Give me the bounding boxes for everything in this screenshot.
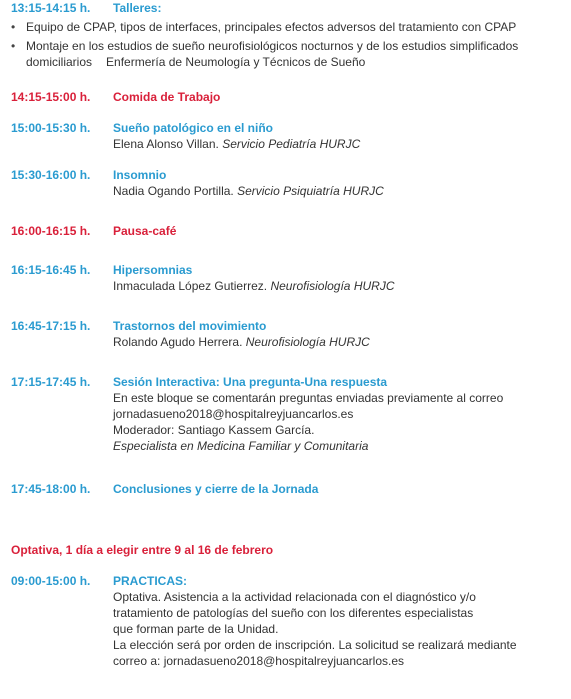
insomnia-time: 15:30-16:00 h. <box>11 168 91 182</box>
workshop-bullet-1-text: Equipo de CPAP, tipos de interfaces, principales efectos adversos del tratamiento con CPAP <box>26 20 517 34</box>
coffee-time: 16:00-16:15 h. <box>11 224 91 238</box>
lunch-title: Comida de Trabajo <box>113 90 221 104</box>
hyper-title: Hipersomnias <box>113 263 193 277</box>
child-block <box>11 120 565 152</box>
child-speaker: Elena Alonso Villan. <box>113 137 219 151</box>
workshop-bullet-2-continuation: domiciliarios <box>26 55 93 69</box>
hyper-speaker: Inmaculada López Gutierrez. <box>113 279 268 293</box>
coffee-title: Pausa-café <box>113 224 177 238</box>
practicas-line-4: La elección será por orden de inscripción. La solicitud se realizará mediante <box>113 638 517 652</box>
closing-time: 17:45-18:00 h. <box>11 482 91 496</box>
practicas-time: 09:00-15:00 h. <box>11 574 91 588</box>
interactive-moderator: Moderador: Santiago Kassem García. <box>113 423 315 437</box>
optional-heading: Optativa, 1 día a elegir entre 9 al 16 de febrero <box>11 543 274 557</box>
practicas-line-5: correo a: jornadasueno2018@hospitalreyjuancarlos.es <box>113 654 405 668</box>
movement-block <box>11 318 565 350</box>
workshops-title: Talleres: <box>113 1 162 15</box>
workshop-bullet-2 <box>11 38 565 54</box>
child-service: Servicio Pediatría HURJC <box>222 137 361 151</box>
interactive-time: 17:15-17:45 h. <box>11 375 91 389</box>
workshop-bullet-1 <box>11 19 565 35</box>
interactive-specialty: Especialista en Medicina Familiar y Comunitaria <box>113 439 369 453</box>
hyper-time: 16:15-16:45 h. <box>11 263 91 277</box>
workshop-bullet-2-cont <box>11 54 565 70</box>
workshop-bullet-2-text: Montaje en los estudios de sueño neurofisiológicos nocturnos y de los estudios simplificados <box>26 39 519 53</box>
movement-service: Neurofisiología HURJC <box>245 335 370 349</box>
insomnia-service: Servicio Psiquiatría HURJC <box>237 184 384 198</box>
interactive-block <box>11 374 565 454</box>
optional-block <box>11 542 565 558</box>
workshops-header <box>11 0 565 16</box>
lunch-block <box>11 89 565 105</box>
practicas-title: PRACTICAS: <box>113 574 187 588</box>
insomnia-title: Insomnio <box>113 168 167 182</box>
movement-time: 16:45-17:15 h. <box>11 319 91 333</box>
closing-title: Conclusiones y cierre de la Jornada <box>113 482 319 496</box>
lunch-time: 14:15-15:00 h. <box>11 90 91 104</box>
interactive-line-1: En este bloque se comentarán preguntas enviadas previamente al correo <box>113 391 504 405</box>
workshops-time: 13:15-14:15 h. <box>11 1 91 15</box>
hyper-service: Neurofisiología HURJC <box>270 279 395 293</box>
movement-title: Trastornos del movimiento <box>113 319 267 333</box>
practicas-line-2: tratamiento de patologías del sueño con los diferentes especialistas <box>113 606 474 620</box>
insomnia-speaker: Nadia Ogando Portilla. <box>113 184 234 198</box>
practicas-line-1: Optativa. Asistencia a la actividad relacionada con el diagnóstico y/o <box>113 590 476 604</box>
closing-block <box>11 481 565 497</box>
insomnia-block <box>11 167 565 199</box>
coffee-block <box>11 223 565 239</box>
hyper-block <box>11 262 565 294</box>
child-time: 15:00-15:30 h. <box>11 121 91 135</box>
movement-speaker: Rolando Agudo Herrera. <box>113 335 243 349</box>
workshops-staff: Enfermería de Neumología y Técnicos de Sueño <box>106 55 366 69</box>
interactive-email: jornadasueno2018@hospitalreyjuancarlos.es <box>113 407 354 421</box>
practicas-block <box>11 573 565 669</box>
child-title: Sueño patológico en el niño <box>113 121 274 135</box>
practicas-line-3: que forman parte de la Unidad. <box>113 622 279 636</box>
workshops-block <box>11 0 565 70</box>
bullet-dot-icon: • <box>11 39 16 53</box>
interactive-title: Sesión Interactiva: Una pregunta-Una respuesta <box>113 375 388 389</box>
bullet-dot-icon: • <box>11 20 16 34</box>
